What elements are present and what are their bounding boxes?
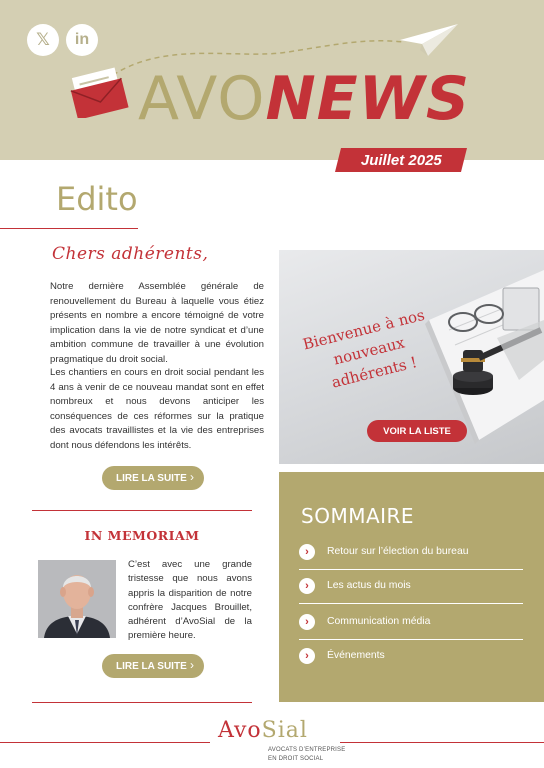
portrait-photo xyxy=(38,560,116,638)
sommaire-panel xyxy=(279,472,544,702)
sommaire-title: SOMMAIRE xyxy=(301,504,415,528)
edito-paragraph-2: Les chantiers en cours en droit social pendant les 4 ans à venir de ce nouveau mandat sont en effet nombreux et nous devons anticiper les conséquences de ces réformes sur la pratique des avocats travaillistes et la vie des entreprises dont nous défendons les intérêts. xyxy=(50,367,264,451)
memoriam-title: IN MEMORIAM xyxy=(84,528,200,543)
issue-date-text: Juillet 2025 xyxy=(360,151,442,169)
footer-divider-left xyxy=(0,742,210,743)
linkedin-logo-icon: in xyxy=(74,31,90,48)
memoriam-divider-top xyxy=(32,510,252,511)
tagline-line-1: AVOCATS D’ENTREPRISE xyxy=(268,747,346,753)
logo-news-text: NEWS xyxy=(265,64,471,134)
sommaire-item-label: Événements xyxy=(327,650,385,661)
sommaire-item-actus[interactable] xyxy=(299,570,523,604)
sommaire-item-election[interactable] xyxy=(299,536,523,570)
newsletter-header xyxy=(0,0,544,160)
edito-title: Edito xyxy=(56,180,138,218)
welcome-banner xyxy=(279,250,544,464)
issue-date-badge xyxy=(335,148,467,172)
avonews-logo xyxy=(138,64,470,134)
chevron-right-icon: › xyxy=(190,470,194,484)
brand-sial-text: Sial xyxy=(261,718,308,743)
memoriam-divider-bottom xyxy=(32,702,252,703)
sommaire-item-communication[interactable] xyxy=(299,606,523,640)
logo-avo-text: AVO xyxy=(138,64,266,134)
tagline-line-2: EN DROIT SOCIAL xyxy=(268,756,324,762)
view-list-button[interactable]: VOIR LA LISTE xyxy=(367,420,467,442)
footer-divider-right xyxy=(340,742,544,743)
envelope-icon xyxy=(68,66,130,118)
memoriam-read-more-button[interactable] xyxy=(102,654,204,678)
x-social-button[interactable] xyxy=(27,24,59,56)
brand-avo-text: Avo xyxy=(218,718,262,743)
chevron-right-icon: › xyxy=(299,544,315,560)
chevron-right-icon: › xyxy=(190,658,194,672)
sommaire-item-label: Communication média xyxy=(327,616,431,627)
memoriam-text: C’est avec une grande tristesse que nous avons appris la disparition de notre confrère Jacques Brouillet, adhérent d’AvoSial de la première heure. xyxy=(128,559,252,642)
sommaire-item-label: Retour sur l’élection du bureau xyxy=(327,546,469,557)
edito-read-more-label: LIRE LA SUITE xyxy=(116,472,187,484)
edito-paragraph-1: Notre dernière Assemblée générale de renouvellement du Bureau à laquelle vous étiez présents en nombre a encore témoigné de votre implication dans la vie de notre syndicat et d’une ambition commune de travailler à une évolution pragmatique du droit social. xyxy=(50,281,264,365)
avosial-logo[interactable] xyxy=(218,718,308,743)
edito-read-more-button[interactable] xyxy=(102,466,204,490)
chevron-right-icon: › xyxy=(299,614,315,630)
welcome-text: Bienvenue à nos nouveaux adhérents ! xyxy=(300,305,427,392)
chevron-right-icon: › xyxy=(299,578,315,594)
sommaire-item-label: Les actus du mois xyxy=(327,580,411,591)
edito-greeting: Chers adhérents, xyxy=(52,244,209,264)
chevron-right-icon: › xyxy=(299,648,315,664)
paper-plane-icon xyxy=(398,22,460,58)
memoriam-read-more-label: LIRE LA SUITE xyxy=(116,660,187,672)
sommaire-item-evenements[interactable] xyxy=(299,640,523,674)
linkedin-social-button[interactable] xyxy=(66,24,98,56)
edito-divider xyxy=(0,228,138,229)
brand-tagline xyxy=(268,746,345,764)
portrait-illustration xyxy=(38,560,116,638)
x-logo-icon: 𝕏 xyxy=(36,30,50,50)
